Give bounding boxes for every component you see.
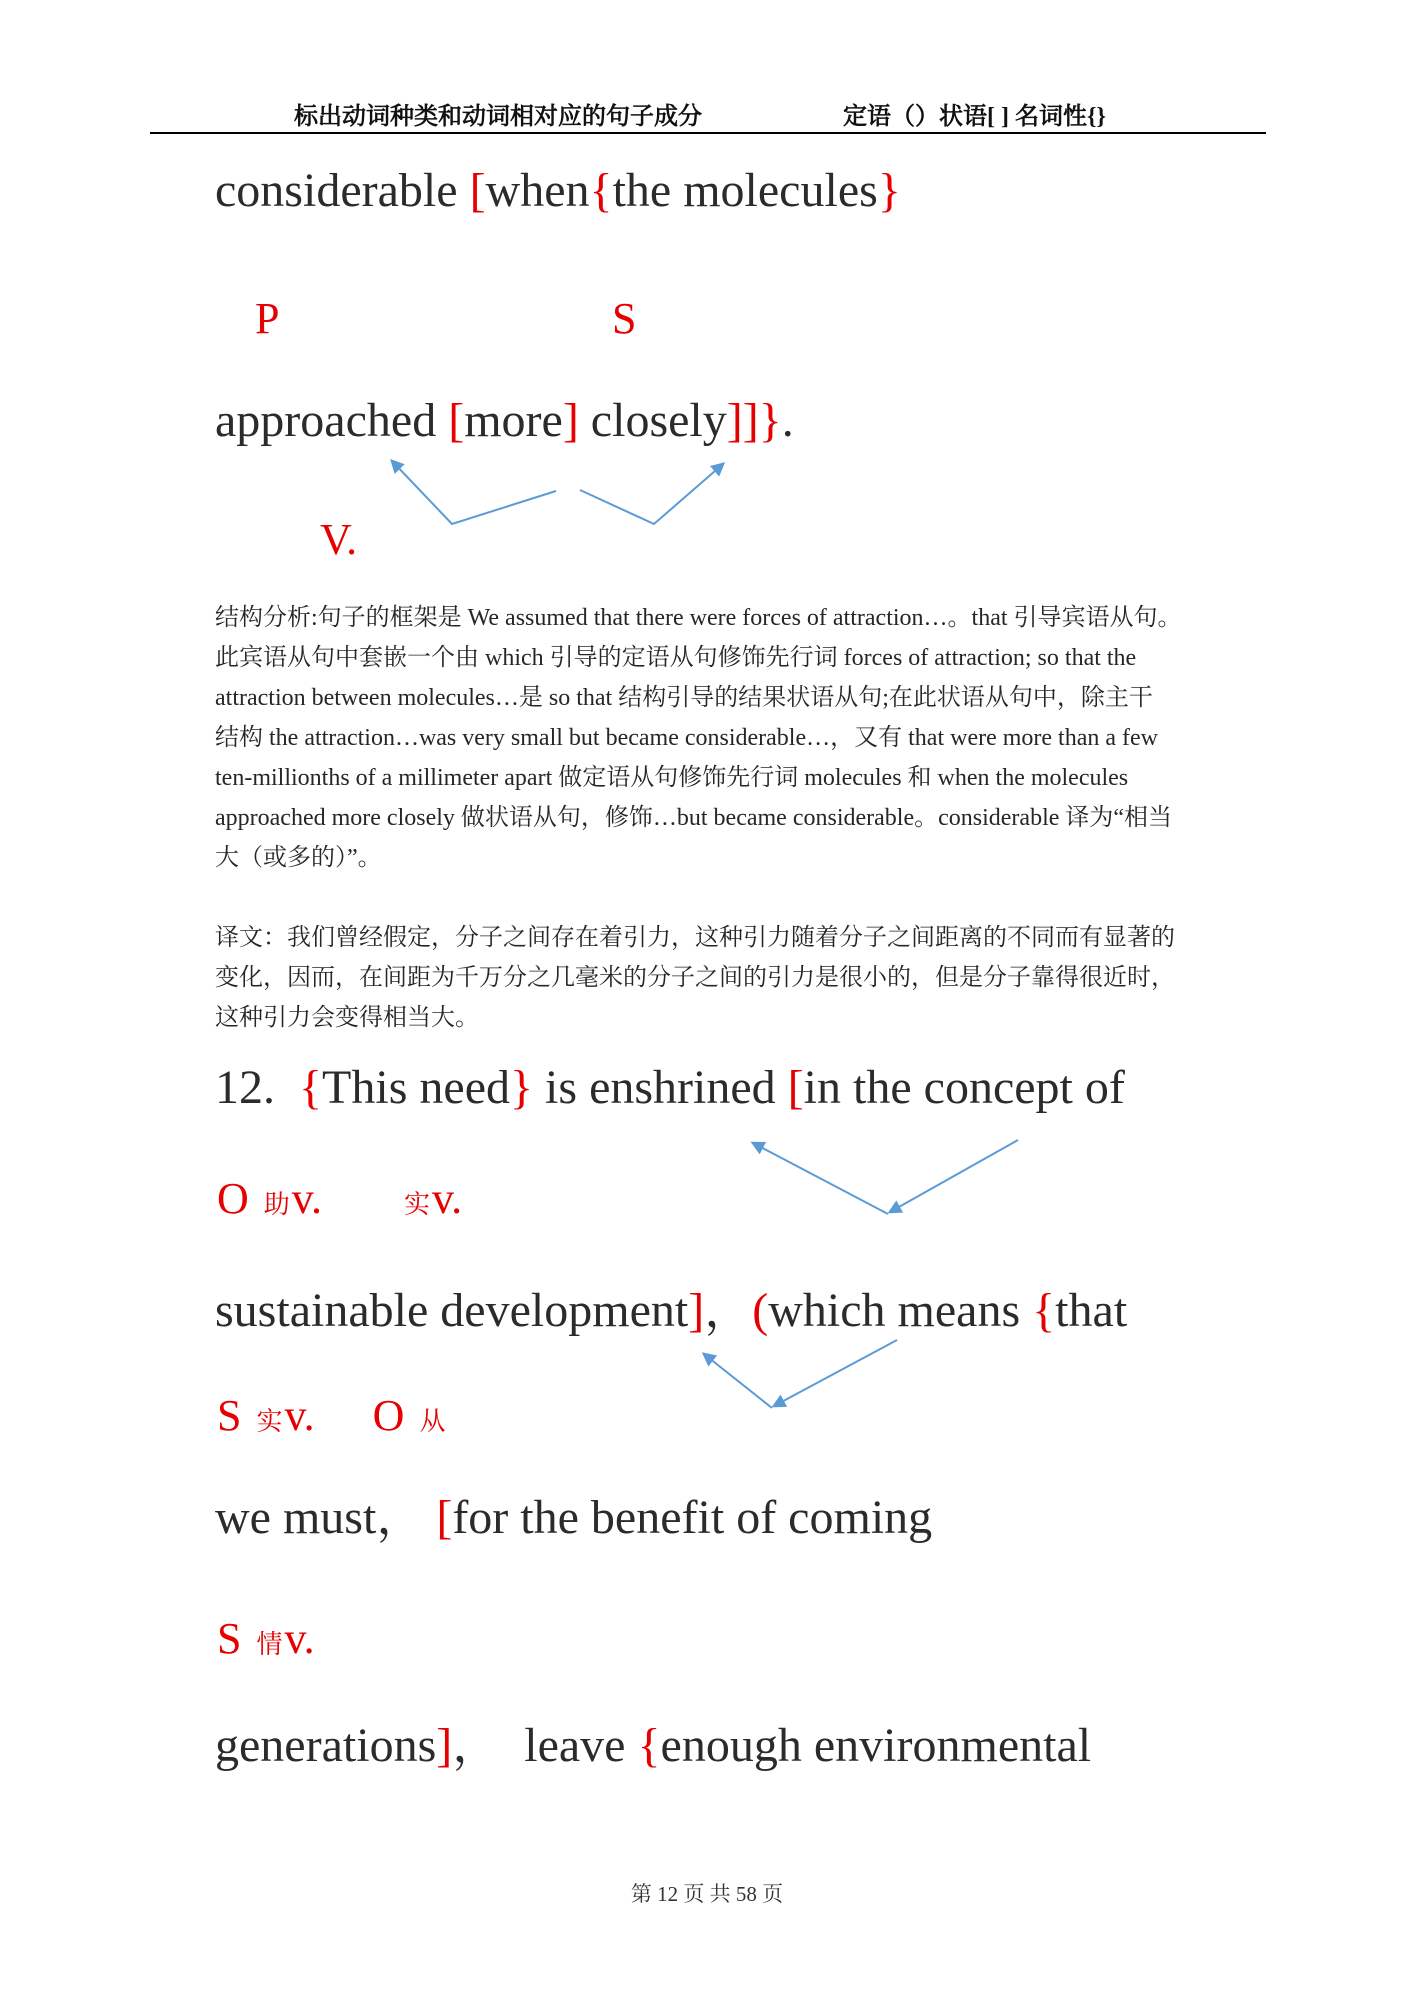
paragraph-line: 此宾语从句中套嵌一个由 which 引导的定语从句修饰先行词 forces of attraction; so that the: [215, 645, 1137, 671]
paragraph-line: 译文：我们曾经假定，分子之间存在着引力，这种引力随着分子之间距离的不同而有显著的: [215, 925, 1175, 951]
header-title: 标出动词种类和动词相对应的句子成分: [294, 104, 702, 130]
paragraph-line: 这种引力会变得相当大。: [215, 1005, 479, 1031]
verb-relation-arrows-3: [685, 1325, 915, 1420]
sentence12-line1: 12. {This need} is enshrined [in the concept of: [215, 1061, 1125, 1114]
sentence11-line1: considerable [when{the molecules}: [215, 164, 901, 217]
verb-type-row-1: O 助v. 实v.: [217, 1174, 463, 1223]
page-number-footer: 第 12 页 共 58 页: [630, 1882, 784, 1906]
sentence12-line3: we must， [for the benefit of coming: [215, 1491, 933, 1544]
sentence12-line4: generations]， leave {enough environmental: [215, 1719, 1092, 1772]
paragraph-line: 大（或多的）”。: [215, 845, 382, 871]
paragraph-line: ten-millionths of a millimeter apart 做定语从句修饰先行词 molecules 和 when the molecules: [215, 765, 1129, 791]
structure-analysis-paragraph: [215, 598, 1182, 878]
verb-type-row-2: S 实v. O 从: [217, 1391, 446, 1440]
sentence11-line2: approached [more] closely]]}.: [215, 394, 794, 447]
translation-paragraph: [215, 918, 1175, 1038]
paragraph-line: approached more closely 做状语从句，修饰…but became considerable。considerable 译为“相当: [215, 805, 1173, 831]
verb-relation-arrows-2: [735, 1125, 1035, 1225]
paragraph-line: 结构 the attraction…was very small but became considerable…，又有 that were more than a few: [215, 725, 1159, 751]
header-legend: 定语（）状语[ ] 名词性{}: [843, 104, 1106, 130]
paragraph-line: 结构分析:句子的框架是 We assumed that there were forces of attraction…。that 引导宾语从句。: [215, 605, 1182, 631]
verb-type-row-3: S 情v.: [217, 1614, 315, 1663]
label-verb-v: V.: [320, 515, 358, 564]
header-rule: [150, 132, 1266, 134]
paragraph-line: attraction between molecules…是 so that 结构引导的结果状语从句;在此状语从句中，除主干: [215, 685, 1153, 711]
paragraph-line: 变化，因而，在间距为千万分之几毫米的分子之间的引力是很小的，但是分子靠得很近时，: [215, 965, 1175, 991]
label-subject-s: S: [612, 294, 637, 343]
verb-relation-arrows-1: [370, 448, 740, 538]
label-predicate-p: P: [255, 294, 280, 343]
sentence12-line2: sustainable development]，(which means {that: [215, 1284, 1128, 1337]
